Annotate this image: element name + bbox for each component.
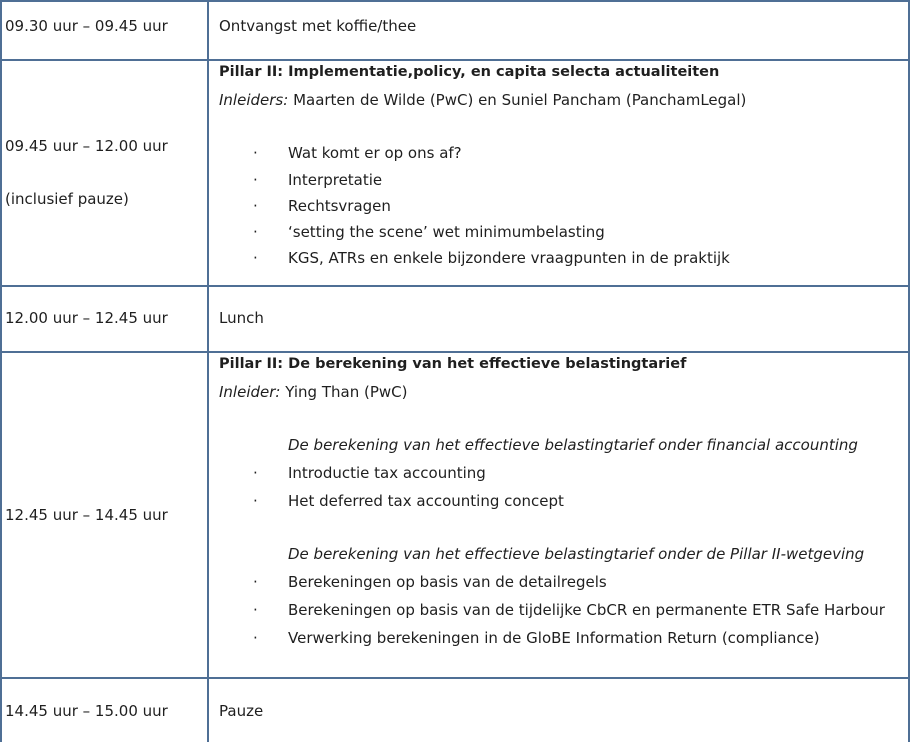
time-note: (inclusief pauze) (5, 190, 129, 208)
time-label: 09.45 uur – 12.00 uur (5, 137, 168, 155)
time-label: 09.30 uur – 09.45 uur (5, 17, 168, 35)
sub-heading: De berekening van het effectieve belastingtarief onder de Pillar II-wetgeving (288, 545, 865, 563)
speakers-label: Inleider: (219, 383, 281, 401)
bullet-dot: · (253, 601, 258, 619)
session-label: Ontvangst met koffie/thee (219, 17, 417, 35)
schedule-row (0, 285, 910, 351)
speakers-line (219, 383, 407, 401)
bullet-dot: · (253, 573, 258, 591)
time-label: 14.45 uur – 15.00 uur (5, 702, 168, 720)
session-label: Lunch (219, 309, 264, 327)
sub-heading: De berekening van het effectieve belastingtarief onder financial accounting (288, 436, 858, 454)
session-title: Pillar II: Implementatie,policy, en capita selecta actualiteiten (219, 64, 720, 80)
time-cell (0, 0, 209, 59)
bullet-dot: · (253, 249, 258, 267)
list-item: Verwerking berekeningen in de GloBE Information Return (compliance) (288, 629, 820, 647)
list-item: Wat komt er op ons af? (288, 144, 462, 162)
list-item: Introductie tax accounting (288, 464, 486, 482)
list-item: Interpretatie (288, 171, 383, 189)
schedule-row (0, 677, 910, 742)
schedule-row (0, 0, 910, 59)
session-label: Pauze (219, 702, 264, 720)
bullet-dot: · (253, 197, 258, 215)
speakers-names: Ying Than (PwC) (285, 383, 408, 401)
list-item: Rechtsvragen (288, 197, 391, 215)
time-cell (0, 59, 209, 285)
list-item: Het deferred tax accounting concept (288, 492, 564, 510)
time-cell (0, 677, 209, 742)
time-cell (0, 285, 209, 351)
bullet-dot: · (253, 629, 258, 647)
list-item: ‘setting the scene’ wet minimumbelasting (288, 223, 605, 241)
time-label: 12.00 uur – 12.45 uur (5, 309, 168, 327)
bullet-dot: · (253, 492, 258, 510)
speakers-names: Maarten de Wilde (PwC) en Suniel Pancham (PanchamLegal) (293, 91, 747, 109)
bullet-dot: · (253, 223, 258, 241)
speakers-line (219, 91, 746, 109)
bullet-dot: · (253, 144, 258, 162)
list-item: Berekeningen op basis van de detailregels (288, 573, 607, 591)
bullet-dot: · (253, 171, 258, 189)
schedule-row (0, 351, 910, 677)
speakers-label: Inleiders: (219, 91, 289, 109)
time-label: 12.45 uur – 14.45 uur (5, 506, 168, 524)
list-item: KGS, ATRs en enkele bijzondere vraagpunten in de praktijk (288, 249, 730, 267)
bullet-dot: · (253, 464, 258, 482)
time-cell (0, 351, 209, 677)
list-item: Berekeningen op basis van de tijdelijke CbCR en permanente ETR Safe Harbour (288, 601, 885, 619)
session-title: Pillar II: De berekening van het effectieve belastingtarief (219, 356, 687, 372)
schedule-row (0, 59, 910, 285)
